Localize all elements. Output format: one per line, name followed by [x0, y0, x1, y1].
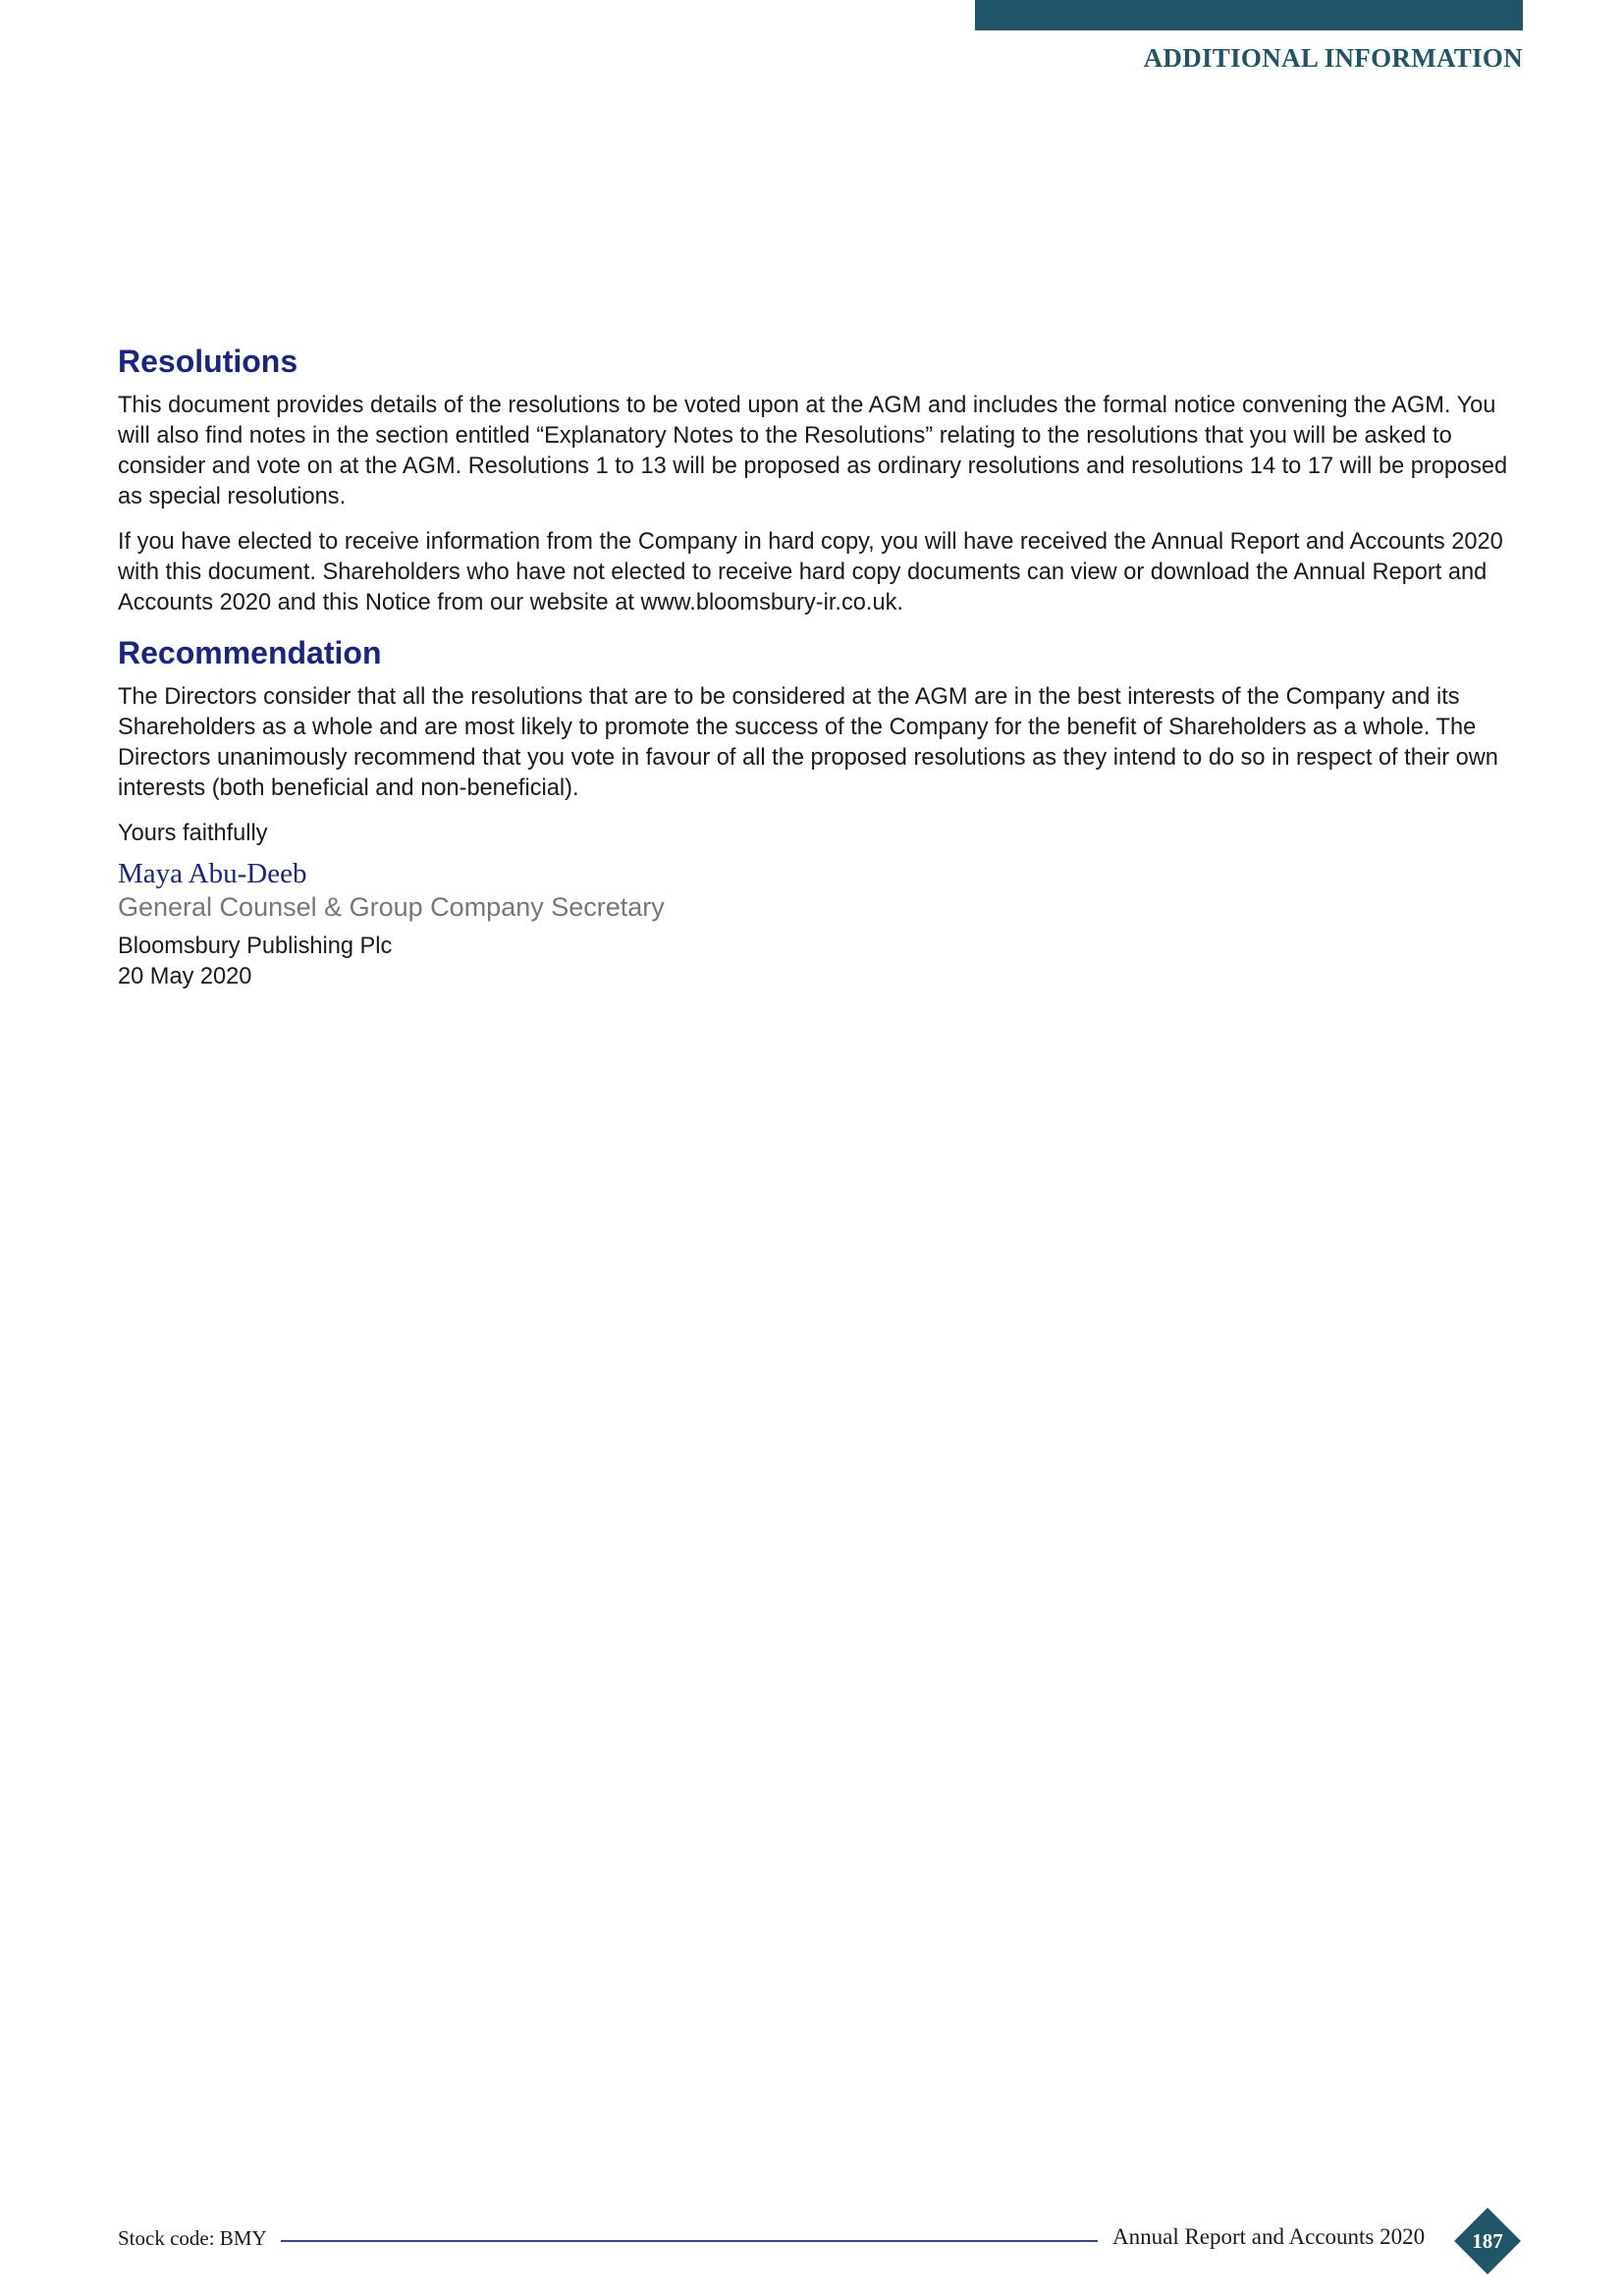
main-content	[118, 342, 1524, 992]
signatory-role: General Counsel & Group Company Secretary	[118, 892, 665, 922]
page-number: 187	[1472, 2229, 1503, 2253]
page-number-badge	[1453, 2207, 1522, 2275]
report-title: Annual Report and Accounts 2020	[1112, 2224, 1426, 2249]
footer-divider	[281, 2240, 1098, 2242]
recommendation-paragraph: The Directors consider that all the resolutions that are to be considered at the AGM are in the best interests of the Company and its Shareholders as a whole and are most likely to promote the success of the Company for the benefit of Shareholders as a whole. The Directors unanimously recommend that you vote in favour of all the proposed resolutions as they intend to do so in respect of their own interests (both beneficial and non-beneficial).	[118, 684, 1498, 801]
letter-date: 20 May 2020	[118, 964, 252, 989]
resolutions-paragraph: If you have elected to receive information from the Company in hard copy, you will have received the Annual Report and Accounts 2020 with this document. Shareholders who have not elected to receive hard copy documents can view or download the Annual Report and Accounts 2020 and this Notice from our website at www.bloomsbury-ir.co.uk.	[118, 529, 1503, 615]
company-name: Bloomsbury Publishing Plc	[118, 934, 393, 959]
stock-code: Stock code: BMY	[118, 2226, 267, 2250]
resolutions-heading: Resolutions	[118, 344, 298, 379]
resolutions-paragraph: This document provides details of the resolutions to be voted upon at the AGM and includes the formal notice convening the AGM. You will also find notes in the section entitled “Explanatory Notes to the Resolutions” relating to the resolutions that you will be asked to consider and vote on at the AGM. Resolutions 1 to 13 will be proposed as ordinary resolutions and resolutions 14 to 17 will be proposed as special resolutions.	[118, 393, 1508, 509]
signatory-name: Maya Abu-Deeb	[118, 858, 307, 889]
section-title: ADDITIONAL INFORMATION	[1143, 43, 1523, 73]
recommendation-heading: Recommendation	[118, 635, 382, 670]
header-color-band	[975, 0, 1523, 30]
closing-line: Yours faithfully	[118, 821, 268, 846]
